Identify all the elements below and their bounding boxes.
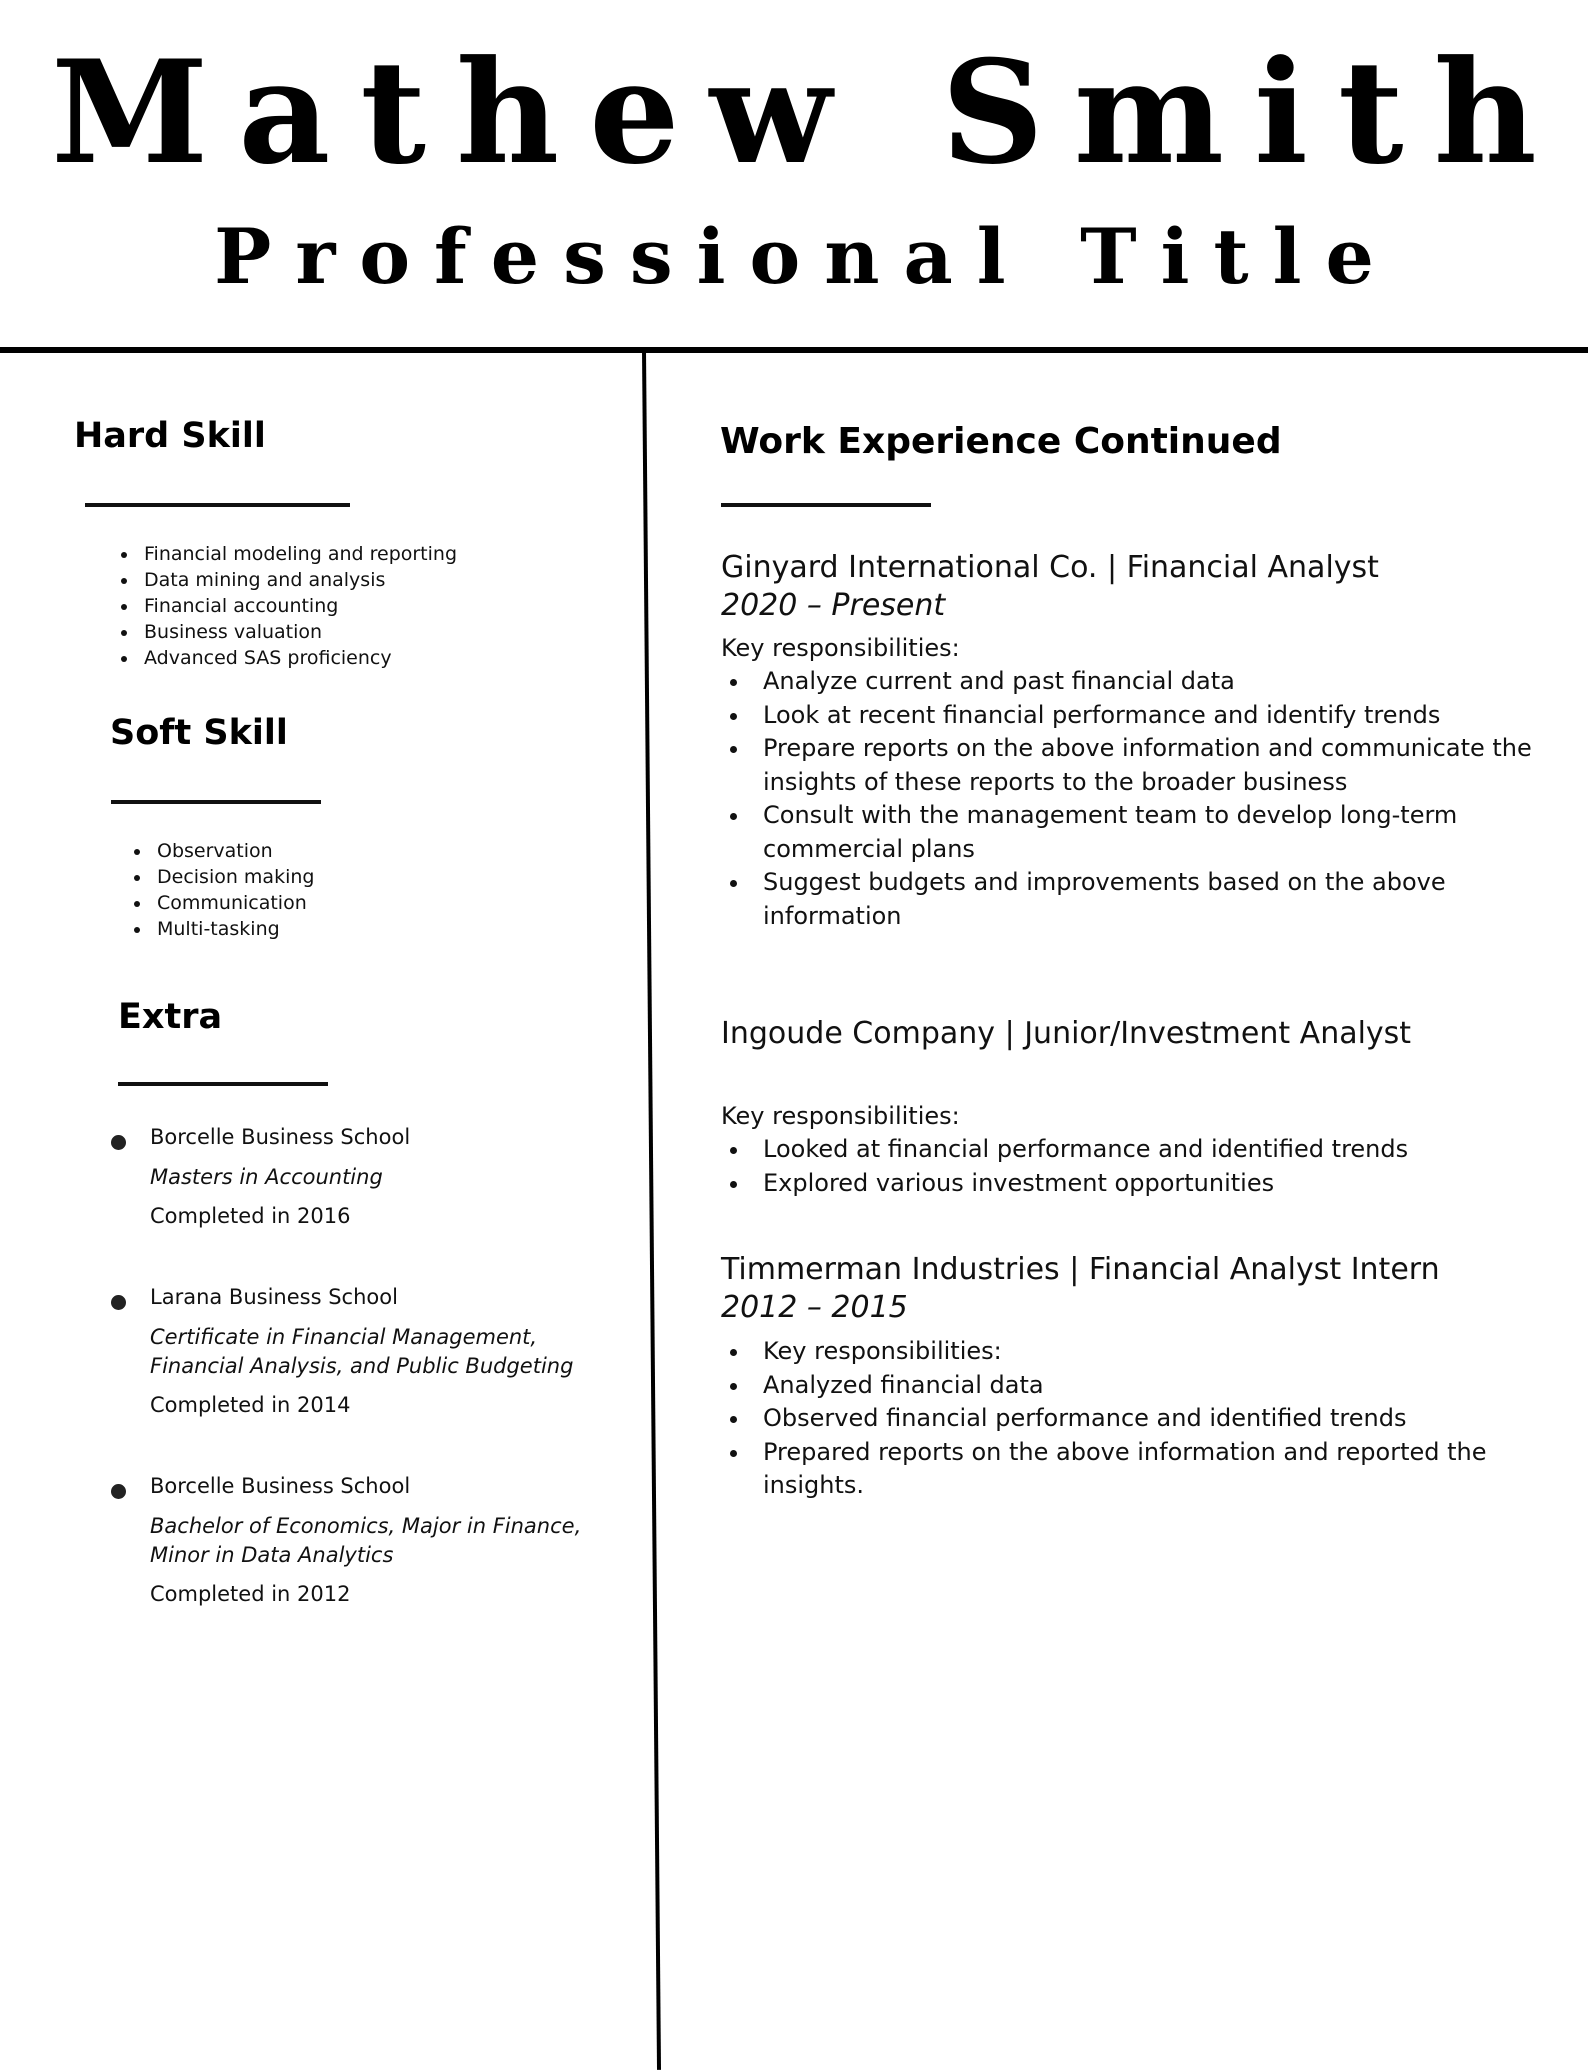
list-item: Observation <box>157 838 314 864</box>
education-entry <box>150 1283 610 1420</box>
list-item: Analyze current and past financial data <box>721 665 1551 699</box>
resume-name: Mathew Smith <box>51 30 1567 196</box>
responsibilities-list <box>721 665 1551 933</box>
list-item: Look at recent financial performance and identify trends <box>721 699 1551 733</box>
column-divider <box>642 350 661 2070</box>
hard-skill-list <box>144 541 457 671</box>
list-item: Looked at financial performance and identified trends <box>721 1133 1551 1167</box>
list-item: Decision making <box>157 866 315 888</box>
completion: Completed in 2014 <box>150 1393 351 1417</box>
list-item: Explored various investment opportunities <box>721 1167 1551 1201</box>
responsibilities-list <box>721 1335 1551 1503</box>
school-name: Borcelle Business School <box>150 1474 411 1498</box>
job-entry <box>721 1251 1551 1503</box>
hard-skill-underline <box>85 503 350 507</box>
list-item: Prepare reports on the above information and communicate the insights of these reports to the broader business <box>721 732 1551 799</box>
bullet-icon <box>111 1135 126 1150</box>
soft-skill-list <box>157 838 314 942</box>
key-responsibilities-label: Key responsibilities: <box>721 634 960 662</box>
job-title: Timmerman Industries | Financial Analyst Intern <box>721 1252 1440 1287</box>
job-title: Ingoude Company | Junior/Investment Analyst <box>721 1016 1412 1051</box>
header-divider <box>0 347 1588 353</box>
degree: Masters in Accounting <box>150 1165 383 1189</box>
education-entry <box>150 1123 610 1231</box>
list-item: Financial accounting <box>144 593 457 619</box>
extra-underline <box>118 1082 328 1086</box>
school-name: Borcelle Business School <box>150 1125 411 1149</box>
soft-skill-underline <box>111 800 321 804</box>
bullet-icon <box>111 1484 126 1499</box>
job-title: Ginyard International Co. | Financial Analyst <box>721 550 1379 585</box>
list-item: Multi-tasking <box>157 916 314 942</box>
list-item: Financial modeling and reporting <box>144 543 458 565</box>
work-experience-underline <box>721 503 931 507</box>
completion: Completed in 2016 <box>150 1204 351 1228</box>
list-item: Consult with the management team to develop long-term commercial plans <box>721 799 1551 866</box>
list-item: Analyzed financial data <box>721 1369 1551 1403</box>
list-item: Observed financial performance and identified trends <box>721 1402 1551 1436</box>
school-name: Larana Business School <box>150 1285 398 1309</box>
hard-skill-heading: Hard Skill <box>74 416 266 456</box>
extra-heading: Extra <box>118 997 223 1037</box>
list-item: Advanced SAS proficiency <box>144 645 457 671</box>
professional-title: Professional Title <box>214 212 1398 301</box>
list-item: Prepared reports on the above information and reported the insights. <box>721 1436 1551 1503</box>
job-entry <box>721 549 1551 933</box>
education-entry <box>150 1472 610 1609</box>
work-experience-heading: Work Experience Continued <box>720 421 1282 462</box>
job-entry <box>721 1015 1551 1200</box>
degree: Bachelor of Economics, Major in Finance, Minor in Data Analytics <box>150 1514 582 1567</box>
list-item: Communication <box>157 890 314 916</box>
bullet-icon <box>111 1295 126 1310</box>
job-date: 2020 – Present <box>721 588 946 623</box>
list-item: Suggest budgets and improvements based on the above information <box>721 866 1551 933</box>
responsibilities-list <box>721 1133 1551 1200</box>
list-item: Business valuation <box>144 619 457 645</box>
job-date: 2012 – 2015 <box>721 1290 908 1325</box>
list-item: Key responsibilities: <box>721 1335 1551 1369</box>
completion: Completed in 2012 <box>150 1582 351 1606</box>
degree: Certificate in Financial Management, Financial Analysis, and Public Budgeting <box>150 1325 574 1378</box>
key-responsibilities-label: Key responsibilities: <box>721 1102 960 1130</box>
soft-skill-heading: Soft Skill <box>110 713 288 753</box>
list-item: Data mining and analysis <box>144 567 457 593</box>
